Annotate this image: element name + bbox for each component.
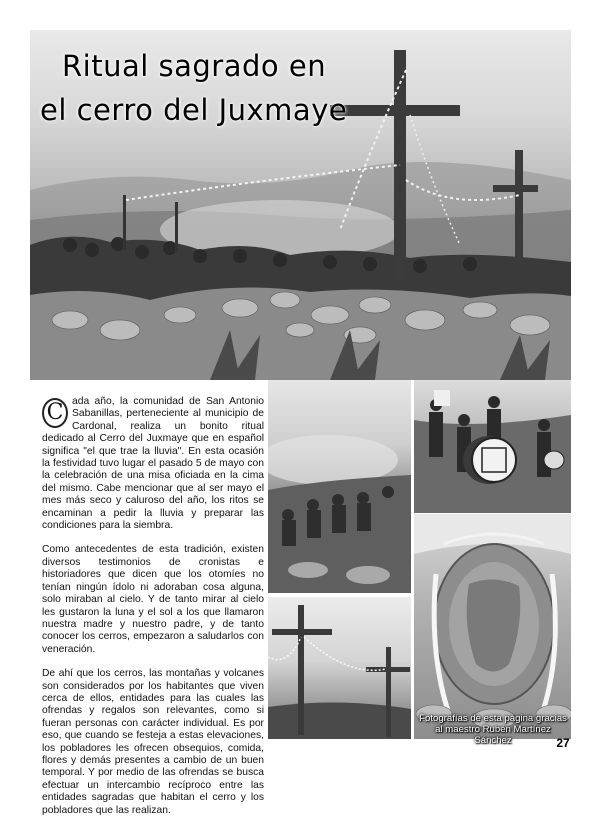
article-paragraph-3: De ahí que los cerros, las montañas y volcanes son considerados por los habitantes que viven cerca de ellos, entidades para las cuales las ofrendas y regalos son relevantes, como si fueran personas con carácter individual. Es por eso, que cuando se festeja a estas elevaciones, los pobladores les ofrecen obsequios, comida, flores y demás presentes a cambio de un buen temporal. Y por medio de las ofrendas se busca efectuar un intercambio recíproco entre las entidades sagradas que habitan el cerro y los pobladores que las realizan.	[42, 668, 264, 816]
photo-credit: Fotografías de esta página gracias al maestro Rubén Martínez Sánchez	[419, 713, 567, 746]
article-title-line-2: el cerro del Juxmaye	[40, 93, 348, 127]
photo-crosses-garlands-illustration	[268, 597, 411, 739]
article-paragraph-1	[42, 396, 264, 532]
photo-sacred-stone-illustration	[414, 514, 571, 739]
article-paragraph-1-text: ada año, la comunidad de San Antonio Sabanillas, perteneciente al municipio de Cardonal, realiza un bonito ritual dedicado al Cerro del Juxmaye que en español significa "el que trae la lluvia". En esta ocasión la festividad tuvo lugar el pasado 5 de mayo con la celebración de una misa oficiada en la cima del mismo. Cabe mencionar que al ser mayo el mes más seco y caluroso del año, los ritos se encaminan a pedir la lluvia y preparar las condiciones para la siembra.	[42, 396, 264, 532]
article-title	[40, 44, 347, 132]
photo-musicians-drum	[414, 380, 571, 513]
photo-summit-crowd-illustration	[268, 380, 411, 593]
hero-photo-crosses	[30, 30, 571, 380]
photo-summit-crowd	[268, 380, 411, 593]
page-number: 27	[556, 736, 570, 750]
photo-sacred-stone	[414, 514, 571, 739]
article-body	[42, 396, 264, 829]
article-paragraph-2: Como antecedentes de esta tradición, existen diversos testimonios de cronistas e historiadores que dicen que los otomíes no tenían ningún ídolo ni adoraban cosa alguna, solo miraban al cielo. Y de tanto mirar al cielo les gustaron la luna y el sol a los que llamaron nuestra madre y nuestro padre, y de tanto conocer los cerros, empezaron a saludarlos con veneración.	[42, 544, 264, 655]
article-title-line-1: Ritual sagrado en	[62, 49, 327, 83]
photo-crosses-garlands	[268, 597, 411, 739]
drop-cap: C	[42, 398, 68, 428]
photo-musicians-drum-illustration	[414, 380, 571, 513]
